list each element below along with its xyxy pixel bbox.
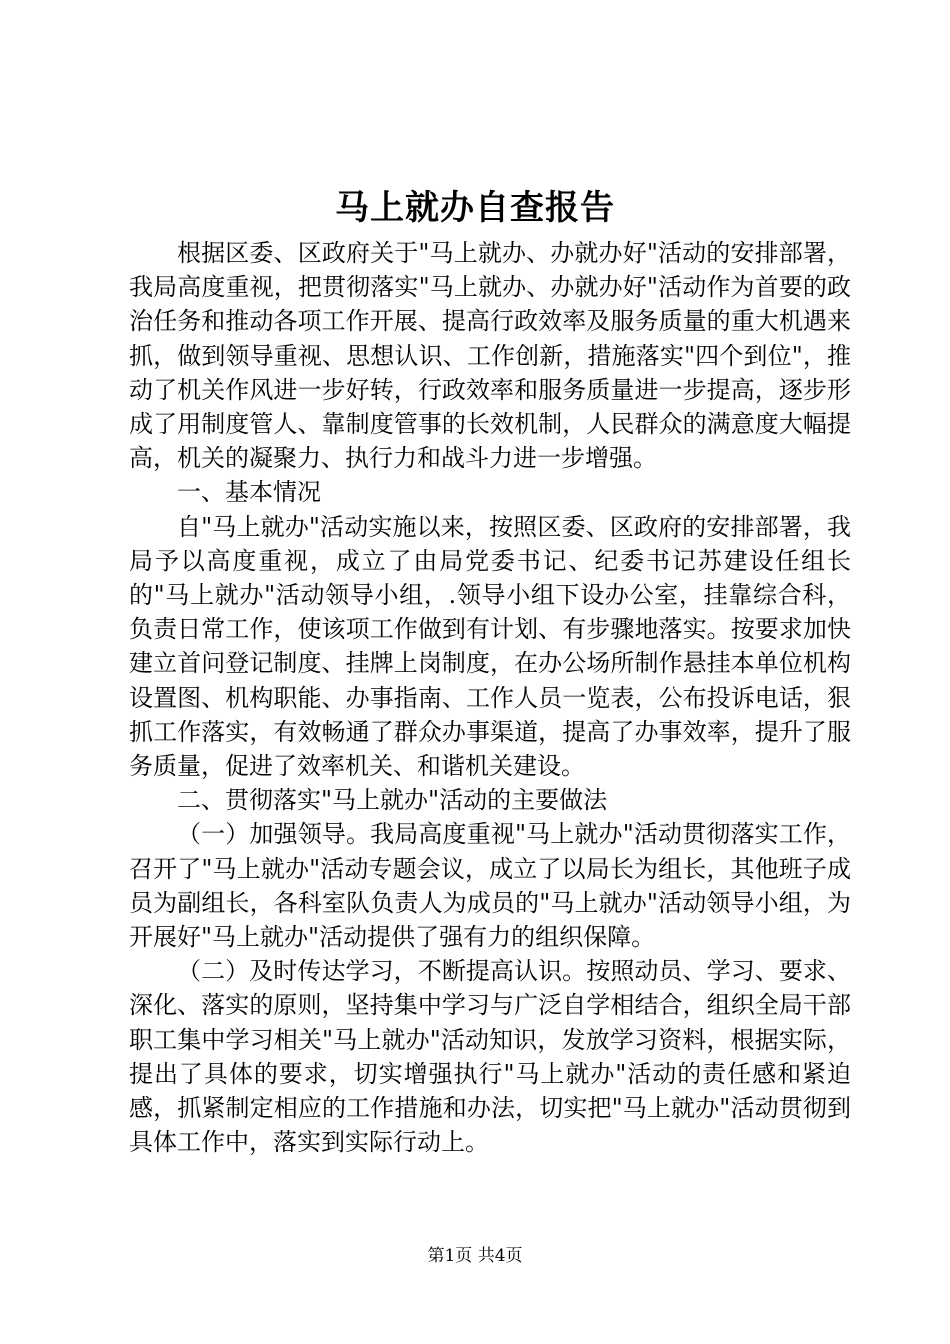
practice-paragraph-1: （一）加强领导。我局高度重视"马上就办"活动贯彻落实工作，召开了"马上就办"活动专题会议，成立了以局长为组长，其他班子成员为副组长，各科室队负责人为成员的"马上就办"活动领导小组，为开展好"马上就办"活动提供了强有力的组织保障。 bbox=[129, 820, 851, 952]
document-body bbox=[129, 236, 851, 1159]
practice-paragraph-2: （二）及时传达学习，不断提高认识。按照动员、学习、要求、深化、落实的原则，坚持集中学习与广泛自学相结合，组织全局干部职工集中学习相关"马上就办"活动知识，发放学习资料，根据实际，提出了具体的要求，切实增强执行"马上就办"活动的责任感和紧迫感，抓紧制定相应的工作措施和办法，切实把"马上就办"活动贯彻到具体工作中，落实到实际行动上。 bbox=[129, 957, 851, 1157]
section-heading-main-practices: 二、贯彻落实"马上就办"活动的主要做法 bbox=[177, 786, 608, 815]
document-title: 马上就办自查报告 bbox=[335, 188, 615, 228]
page-footer: 第1页 共4页 bbox=[427, 1246, 523, 1266]
intro-paragraph: 根据区委、区政府关于"马上就办、办就办好"活动的安排部署，我局高度重视，把贯彻落实"马上就办、办就办好"活动作为首要的政治任务和推动各项工作开展、提高行政效率及服务质量的重大机遇来抓，做到领导重视、思想认识、工作创新，措施落实"四个到位"，推动了机关作风进一步好转，行政效率和服务质量进一步提高，逐步形成了用制度管人、靠制度管事的长效机制，人民群众的满意度大幅提高，机关的凝聚力、执行力和战斗力进一步增强。 bbox=[129, 239, 851, 473]
basic-situation-paragraph: 自"马上就办"活动实施以来，按照区委、区政府的安排部署，我局予以高度重视，成立了由局党委书记、纪委书记苏建设任组长的"马上就办"活动领导小组，.领导小组下设办公室，挂靠综合科，负责日常工作，使该项工作做到有计划、有步骤地落实。按要求加快建立首问登记制度、挂牌上岗制度，在办公场所制作悬挂本单位机构设置图、机构职能、办事指南、工作人员一览表，公布投诉电话，狠抓工作落实，有效畅通了群众办事渠道，提高了办事效率，提升了服务质量，促进了效率机关、和谐机关建设。 bbox=[129, 512, 851, 781]
section-heading-basic-situation: 一、基本情况 bbox=[177, 478, 321, 507]
